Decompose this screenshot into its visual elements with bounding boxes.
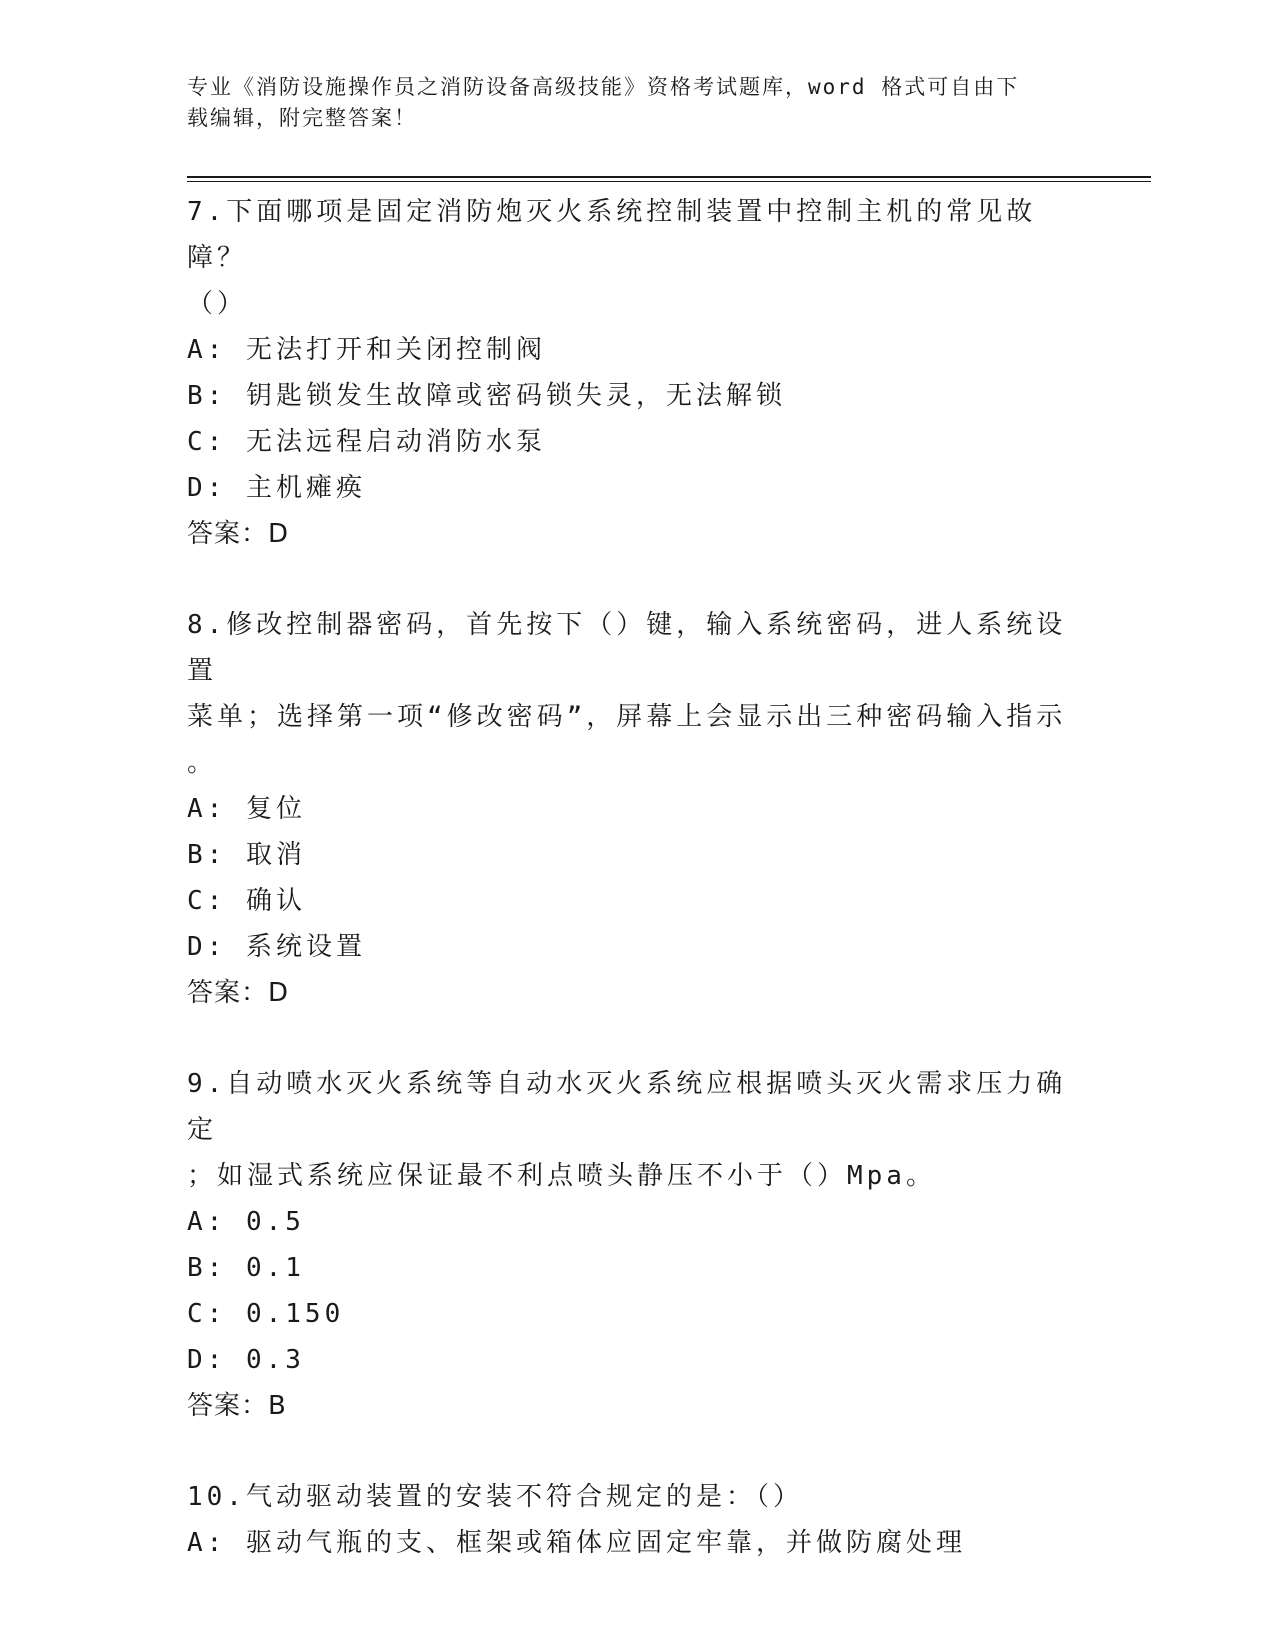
question-9 bbox=[187, 1061, 1067, 1429]
option-d: D: 0.3 bbox=[187, 1345, 305, 1375]
header-line-2: 载编辑，附完整答案！ bbox=[187, 106, 417, 130]
document-header bbox=[187, 72, 1087, 134]
option-a: A: 驱动气瓶的支、框架或箱体应固定牢靠，并做防腐处理 bbox=[187, 1528, 966, 1558]
header-divider-thick bbox=[187, 176, 1151, 178]
option-b: B: 0.1 bbox=[187, 1253, 305, 1283]
option-b: B: 钥匙锁发生故障或密码锁失灵，无法解锁 bbox=[187, 381, 786, 411]
option-d: D: 主机瘫痪 bbox=[187, 473, 366, 503]
question-stem-line: 7.下面哪项是固定消防炮灭火系统控制装置中控制主机的常见故障？ bbox=[187, 197, 1037, 273]
question-stem-line: 菜单；选择第一项“修改密码”，屏幕上会显示出三种密码输入指示 bbox=[187, 702, 1067, 732]
question-stem-line: 。 bbox=[187, 748, 218, 778]
question-list bbox=[187, 189, 1067, 1611]
option-c: C: 0.150 bbox=[187, 1299, 345, 1329]
question-stem-line: （） bbox=[187, 289, 248, 319]
option-d: D: 系统设置 bbox=[187, 932, 366, 962]
answer-line: 答案：D bbox=[187, 978, 290, 1008]
question-stem-line: 10.气动驱动装置的安装不符合规定的是：（） bbox=[187, 1482, 803, 1512]
option-c: C: 无法远程启动消防水泵 bbox=[187, 427, 546, 457]
option-b: B: 取消 bbox=[187, 840, 306, 870]
question-stem-line: 9.自动喷水灭火系统等自动水灭火系统应根据喷头灭火需求压力确定 bbox=[187, 1069, 1067, 1145]
answer-line: 答案：D bbox=[187, 519, 290, 549]
option-c: C: 确认 bbox=[187, 886, 306, 916]
answer-line: 答案：B bbox=[187, 1391, 287, 1421]
option-a: A: 无法打开和关闭控制阀 bbox=[187, 335, 546, 365]
question-stem-line: 8.修改控制器密码，首先按下（）键，输入系统密码，进人系统设置 bbox=[187, 610, 1067, 686]
question-10 bbox=[187, 1474, 1067, 1566]
question-8 bbox=[187, 602, 1067, 1016]
option-a: A: 0.5 bbox=[187, 1207, 305, 1237]
header-divider-thin bbox=[187, 181, 1151, 182]
question-7 bbox=[187, 189, 1067, 557]
option-a: A: 复位 bbox=[187, 794, 306, 824]
header-line-1: 专业《消防设施操作员之消防设备高级技能》资格考试题库，word 格式可自由下 bbox=[187, 75, 1020, 99]
question-stem-line: ；如湿式系统应保证最不利点喷头静压不小于（）Mpa。 bbox=[187, 1161, 936, 1191]
